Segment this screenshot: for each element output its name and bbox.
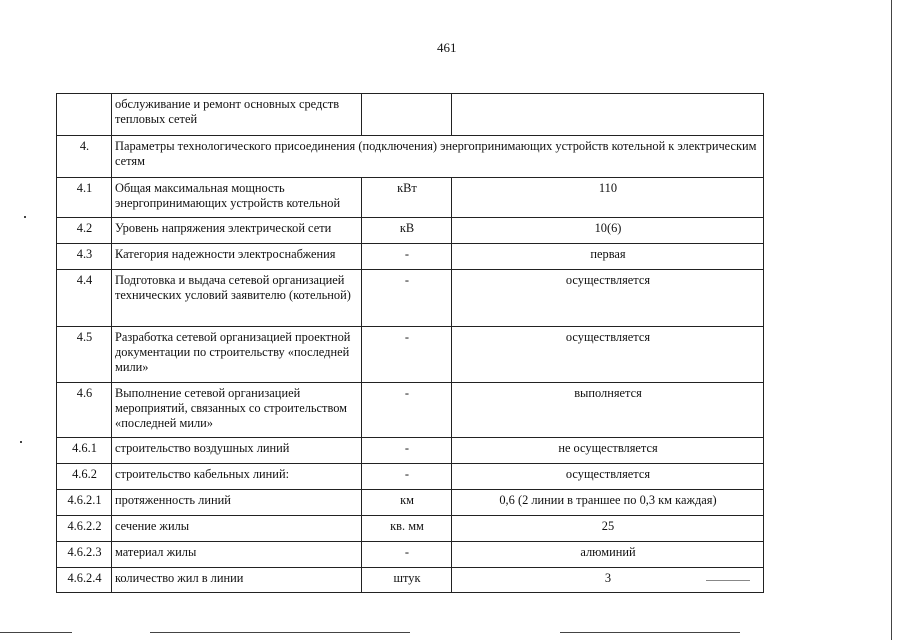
row-value [452,94,764,136]
row-value: алюминий [452,542,764,568]
table-row [57,94,764,136]
row-name: материал жилы [112,542,362,568]
row-number: 4.6.2.4 [57,568,112,593]
row-name: Разработка сетевой организацией проектной документации по строительству «последней мили» [112,327,362,383]
row-unit: кВт [362,178,452,218]
row-name: Выполнение сетевой организацией мероприятий, связанных со строительством «последней мили» [112,383,362,438]
row-name: строительство кабельных линий: [112,464,362,490]
row-name: протяженность линий [112,490,362,516]
table-row [57,327,764,383]
table-row [57,490,764,516]
table-row [57,178,764,218]
row-number: 4.2 [57,218,112,244]
row-unit: - [362,464,452,490]
scan-dot [24,216,26,218]
row-value: 10(6) [452,218,764,244]
row-number: 4.4 [57,270,112,327]
row-number: 4.6.2.3 [57,542,112,568]
row-value: 0,6 (2 линии в траншее по 0,3 км каждая) [452,490,764,516]
row-value: 3 [452,568,764,593]
row-number [57,94,112,136]
scan-dot [20,441,22,443]
table-row [57,244,764,270]
row-number: 4.1 [57,178,112,218]
table-row [57,136,764,178]
row-unit: кВ [362,218,452,244]
row-value: 110 [452,178,764,218]
page-number: 461 [437,40,457,55]
row-name: сечение жилы [112,516,362,542]
row-number: 4.3 [57,244,112,270]
table-row [57,542,764,568]
row-number: 4.6 [57,383,112,438]
table-row [57,438,764,464]
row-value: осуществляется [452,327,764,383]
table-row [57,218,764,244]
row-name: Общая максимальная мощность энергопринимающих устройств котельной [112,178,362,218]
row-value: не осуществляется [452,438,764,464]
scan-border-line [560,632,740,633]
section-title: Параметры технологического присоединения (подключения) энергопринимающих устройств котельной к электрическим сетям [112,136,764,178]
scan-border-line [0,632,72,633]
row-unit: - [362,383,452,438]
table-row [57,464,764,490]
row-name: Подготовка и выдача сетевой организацией технических условий заявителю (котельной) [112,270,362,327]
row-unit [362,94,452,136]
row-value: осуществляется [452,270,764,327]
row-unit: - [362,438,452,464]
row-unit: км [362,490,452,516]
row-unit: - [362,327,452,383]
row-value: 25 [452,516,764,542]
row-value: выполняется [452,383,764,438]
row-unit: - [362,542,452,568]
row-unit: - [362,244,452,270]
row-name: количество жил в линии [112,568,362,593]
row-name: Уровень напряжения электрической сети [112,218,362,244]
row-unit: - [362,270,452,327]
row-number: 4.6.2 [57,464,112,490]
row-number: 4.6.2.1 [57,490,112,516]
row-unit: кв. мм [362,516,452,542]
row-name: Категория надежности электроснабжения [112,244,362,270]
scan-dot [706,580,750,581]
row-number: 4.6.2.2 [57,516,112,542]
scan-border-line [891,0,892,640]
section-number: 4. [57,136,112,178]
row-name: строительство воздушных линий [112,438,362,464]
parameters-table [56,93,764,593]
row-number: 4.6.1 [57,438,112,464]
row-value: осуществляется [452,464,764,490]
table-row [57,383,764,438]
table-row [57,516,764,542]
scan-border-line [150,632,410,633]
row-name: обслуживание и ремонт основных средств тепловых сетей [112,94,362,136]
table-row [57,270,764,327]
table-row [57,568,764,593]
row-number: 4.5 [57,327,112,383]
row-value: первая [452,244,764,270]
row-unit: штук [362,568,452,593]
